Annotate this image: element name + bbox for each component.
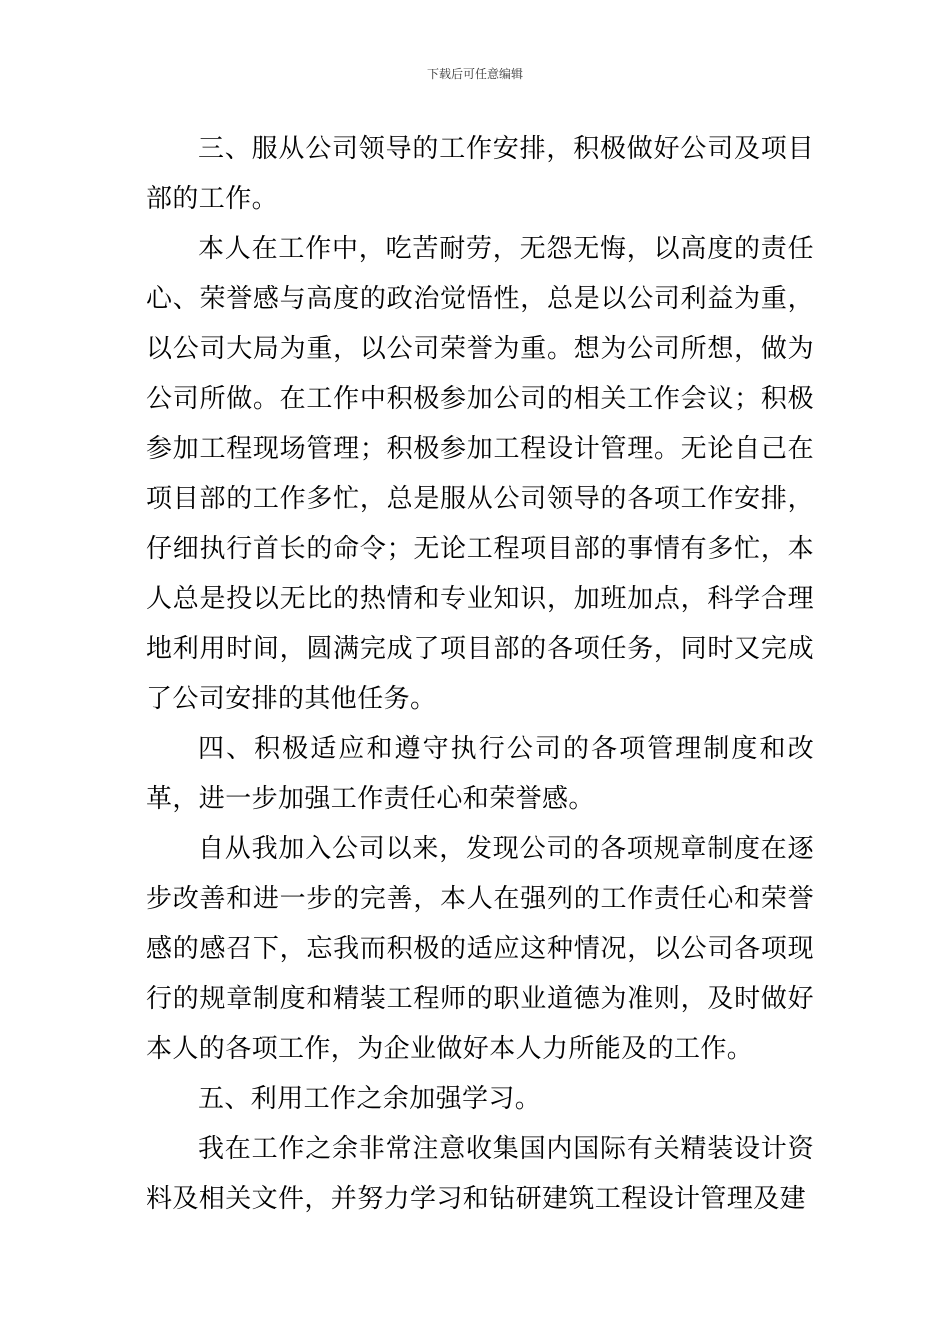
paragraph-section-4-heading: 四、积极适应和遵守执行公司的各项管理制度和改革，进一步加强工作责任心和荣誉感。 bbox=[146, 734, 814, 814]
paragraph-section-4-body: 自从我加入公司以来，发现公司的各项规章制度在逐步改善和进一步的完善，本人在强列的工作责任心和荣誉感的感召下，忘我而积极的适应这种情况，以公司各项现行的规章制度和精装工程师的职业道德为准则，及时做好本人的各项工作，为企业做好本人力所能及的工作。 bbox=[146, 834, 814, 1064]
page-header: 下载后可任意编辑 bbox=[426, 67, 523, 81]
paragraph-section-3-body: 本人在工作中，吃苦耐劳，无怨无悔，以高度的责任心、荣誉感与高度的政治觉悟性，总是以公司利益为重，以公司大局为重，以公司荣誉为重。想为公司所想，做为公司所做。在工作中积极参加公司的相关工作会议；积极参加工程现场管理；积极参加工程设计管理。无论自己在项目部的工作多忙，总是服从公司领导的各项工作安排，仔细执行首长的命令；无论工程项目部的事情有多忙，本人总是投以无比的热情和专业知识，加班加点，科学合理地利用时间，圆满完成了项目部的各项任务，同时又完成了公司安排的其他任务。 bbox=[146, 234, 814, 714]
paragraph-section-5-body: 我在工作之余非常注意收集国内国际有关精装设计资料及相关文件，并努力学习和钻研建筑工程设计管理及建 bbox=[146, 1134, 814, 1214]
paragraph-section-5-heading: 五、利用工作之余加强学习。 bbox=[198, 1084, 542, 1114]
document-body bbox=[146, 124, 814, 1224]
paragraph-section-3-heading: 三、服从公司领导的工作安排，积极做好公司及项目部的工作。 bbox=[146, 134, 814, 214]
